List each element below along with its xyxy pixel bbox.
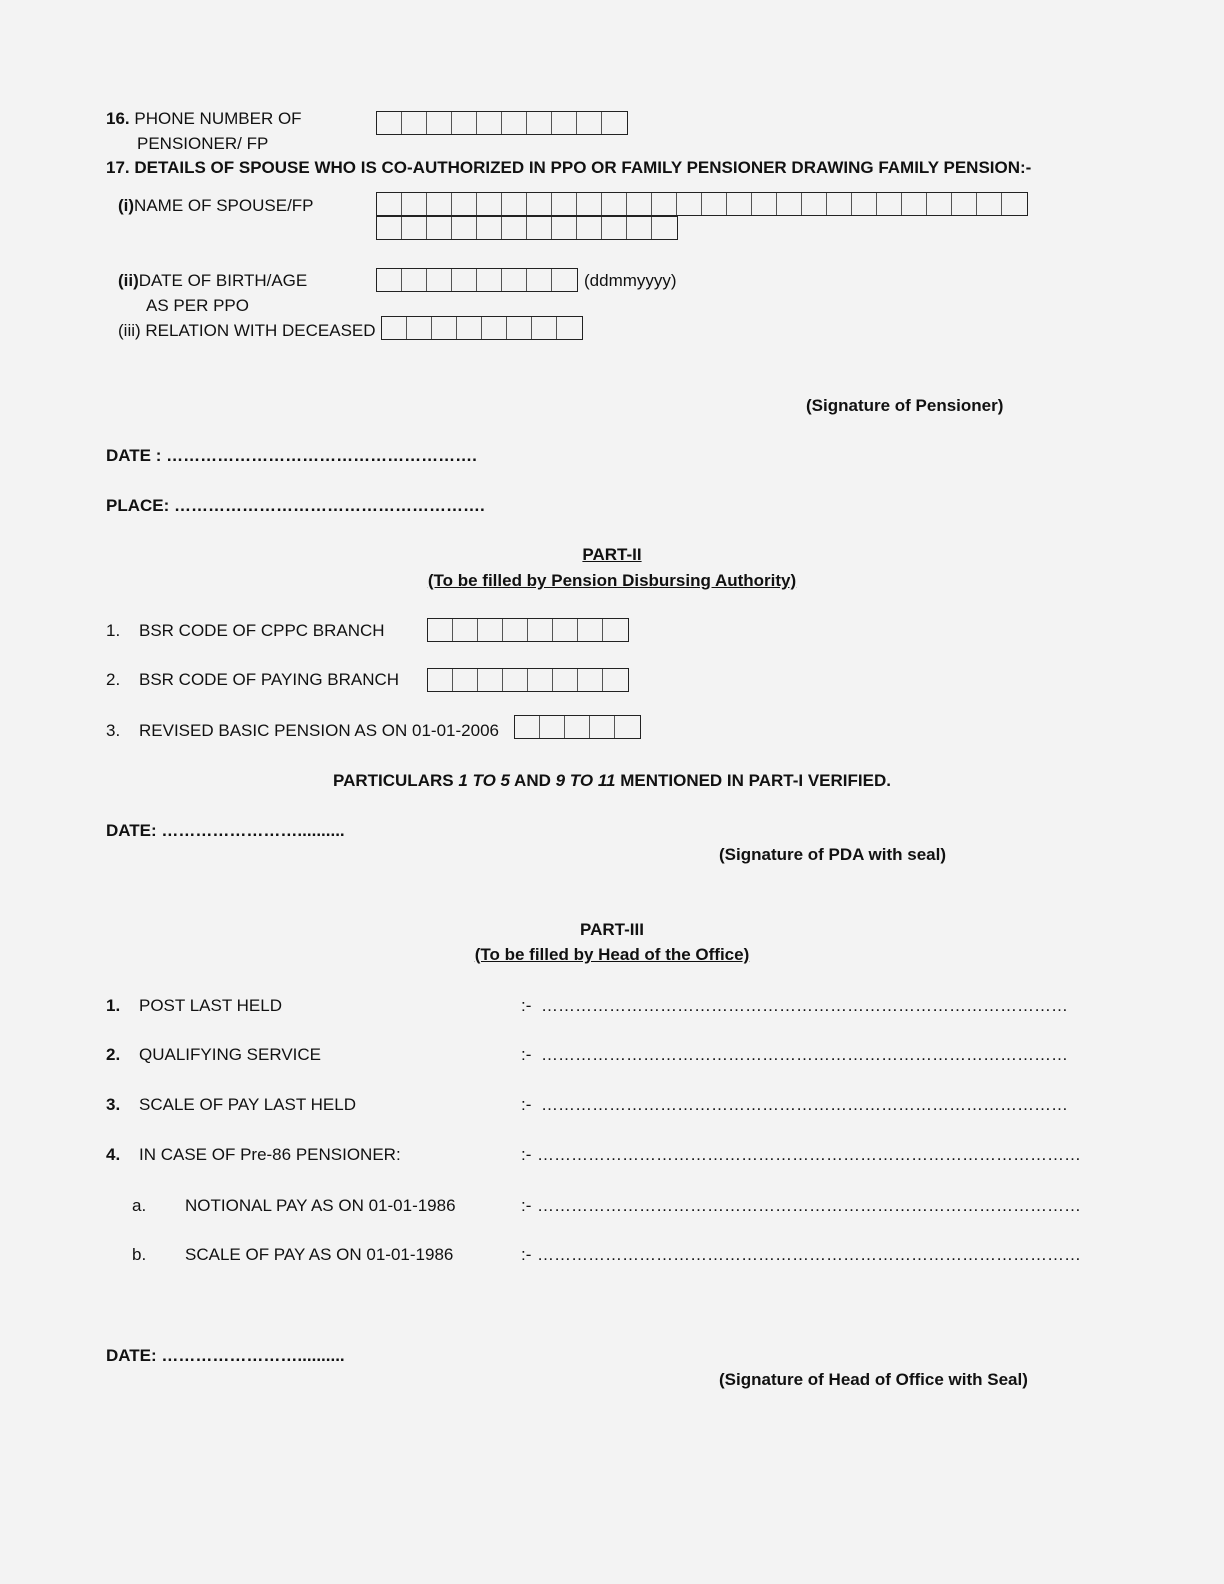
char-box[interactable]	[727, 193, 752, 215]
char-box[interactable]	[702, 193, 727, 215]
pensioner-signature: (Signature of Pensioner)	[806, 396, 1004, 415]
char-box[interactable]	[578, 669, 603, 691]
char-box[interactable]	[503, 619, 528, 641]
q16-label	[106, 109, 302, 129]
part3-item-2-sep: :-	[521, 1045, 532, 1064]
part2-title: PART-II	[582, 545, 642, 564]
part3-item-4-number: 4.	[106, 1145, 121, 1164]
char-box[interactable]	[503, 669, 528, 691]
part1-date-line	[106, 446, 477, 466]
char-box[interactable]	[377, 112, 402, 134]
part1-date-dots[interactable]: ……………………………………………….	[166, 446, 477, 465]
char-box[interactable]	[877, 193, 902, 215]
scale-1986-field[interactable]: ……………………………………………………………………………………	[537, 1245, 1081, 1264]
part2-date-line	[106, 821, 345, 841]
char-box[interactable]	[402, 193, 427, 215]
char-box[interactable]	[552, 269, 577, 291]
char-box[interactable]	[540, 716, 565, 738]
spouse-name-boxes-row2[interactable]	[376, 216, 678, 240]
part3-item-3-number: 3.	[106, 1095, 121, 1114]
qualifying-service-field[interactable]: …………………………………………………………………………………	[541, 1045, 1068, 1064]
char-box[interactable]	[677, 193, 702, 215]
verified-text-2: AND	[509, 771, 556, 790]
part3-date-dots[interactable]: ……………………..........	[161, 1346, 345, 1365]
part3-item-4-sep: :-	[521, 1145, 532, 1164]
q16-label-line1: PHONE NUMBER OF	[134, 109, 302, 128]
char-box[interactable]	[502, 193, 527, 215]
char-box[interactable]	[652, 217, 677, 239]
char-box[interactable]	[477, 217, 502, 239]
char-box[interactable]	[602, 217, 627, 239]
char-box[interactable]	[477, 269, 502, 291]
char-box[interactable]	[377, 217, 402, 239]
char-box[interactable]	[502, 269, 527, 291]
char-box[interactable]	[402, 269, 427, 291]
q17-iii-label: (iii) RELATION WITH DECEASED	[118, 321, 376, 340]
char-box[interactable]	[452, 193, 477, 215]
scale-of-pay-field[interactable]: …………………………………………………………………………………	[541, 1095, 1068, 1114]
part1-place-line	[106, 496, 485, 516]
head-of-office-signature: (Signature of Head of Office with Seal)	[719, 1370, 1028, 1389]
char-box[interactable]	[553, 669, 578, 691]
part3-item-4b-number: b.	[132, 1245, 147, 1264]
char-box[interactable]	[402, 112, 427, 134]
char-box[interactable]	[752, 193, 777, 215]
char-box[interactable]	[627, 217, 652, 239]
char-box[interactable]	[577, 112, 602, 134]
verified-text-1: PARTICULARS	[333, 771, 459, 790]
bsr-paying-boxes[interactable]	[427, 668, 629, 692]
char-box[interactable]	[827, 193, 852, 215]
part2-item-3-label: REVISED BASIC PENSION AS ON 01-01-2006	[139, 721, 499, 740]
char-box[interactable]	[377, 269, 402, 291]
char-box[interactable]	[377, 193, 402, 215]
char-box[interactable]	[578, 619, 603, 641]
part3-item-1-label: POST LAST HELD	[139, 996, 282, 1015]
q17-i-text: NAME OF SPOUSE/FP	[134, 196, 314, 215]
q17-ii-label	[118, 271, 307, 291]
char-box[interactable]	[427, 193, 452, 215]
char-box[interactable]	[590, 716, 615, 738]
char-box[interactable]	[602, 112, 627, 134]
char-box[interactable]	[577, 217, 602, 239]
char-box[interactable]	[952, 193, 977, 215]
char-box[interactable]	[502, 217, 527, 239]
pda-signature: (Signature of PDA with seal)	[719, 845, 947, 864]
char-box[interactable]	[528, 669, 553, 691]
char-box[interactable]	[565, 716, 590, 738]
char-box[interactable]	[577, 193, 602, 215]
char-box[interactable]	[453, 619, 478, 641]
part3-title: PART-III	[580, 920, 644, 939]
char-box[interactable]	[427, 269, 452, 291]
part2-verified-statement	[0, 771, 1224, 791]
char-box[interactable]	[477, 112, 502, 134]
q17-ii-number: (ii)	[118, 271, 139, 290]
char-box[interactable]	[927, 193, 952, 215]
q16-label-line2: PENSIONER/ FP	[137, 134, 269, 153]
part1-place-label: PLACE:	[106, 496, 170, 515]
char-box[interactable]	[457, 317, 482, 339]
char-box[interactable]	[615, 716, 640, 738]
part2-item-1-number: 1.	[106, 621, 121, 640]
char-box[interactable]	[902, 193, 927, 215]
part2-subtitle: (To be filled by Pension Disbursing Authority)	[427, 571, 797, 590]
char-box[interactable]	[603, 669, 628, 691]
char-box[interactable]	[553, 619, 578, 641]
char-box[interactable]	[452, 269, 477, 291]
part3-item-2-number: 2.	[106, 1045, 121, 1064]
part3-item-4a-sep: :-	[521, 1196, 532, 1215]
part3-item-3-sep: :-	[521, 1095, 532, 1114]
char-box[interactable]	[478, 669, 503, 691]
relation-boxes[interactable]	[381, 316, 583, 340]
verified-text-3: MENTIONED IN PART-I VERIFIED.	[615, 771, 891, 790]
part2-item-3-number: 3.	[106, 721, 121, 740]
char-box[interactable]	[527, 193, 552, 215]
verified-range-1: 1 TO 5	[458, 771, 510, 790]
char-box[interactable]	[777, 193, 802, 215]
char-box[interactable]	[427, 112, 452, 134]
part1-date-label: DATE :	[106, 446, 162, 465]
char-box[interactable]	[1002, 193, 1027, 215]
part2-date-dots[interactable]: ……………………..........	[161, 821, 345, 840]
char-box[interactable]	[477, 193, 502, 215]
part2-item-2-number: 2.	[106, 670, 121, 689]
part2-item-2-label: BSR CODE OF PAYING BRANCH	[139, 670, 400, 689]
char-box[interactable]	[802, 193, 827, 215]
revised-pension-boxes[interactable]	[514, 715, 641, 739]
part3-item-4b-label: SCALE OF PAY AS ON 01-01-1986	[185, 1245, 454, 1264]
pre86-field[interactable]: ……………………………………………………………………………………	[537, 1145, 1081, 1164]
char-box[interactable]	[527, 269, 552, 291]
char-box[interactable]	[527, 112, 552, 134]
notional-pay-field[interactable]: ……………………………………………………………………………………	[537, 1196, 1081, 1215]
char-box[interactable]	[478, 619, 503, 641]
char-box[interactable]	[552, 112, 577, 134]
part3-item-1-number: 1.	[106, 996, 121, 1015]
char-box[interactable]	[515, 716, 540, 738]
part3-item-2-label: QUALIFYING SERVICE	[139, 1045, 322, 1064]
part2-date-label: DATE:	[106, 821, 157, 840]
dob-format-hint: (ddmmyyyy)	[584, 271, 677, 290]
char-box[interactable]	[452, 112, 477, 134]
q16-number: 16.	[106, 109, 130, 128]
char-box[interactable]	[528, 619, 553, 641]
char-box[interactable]	[557, 317, 582, 339]
q17-i-number: (i)	[118, 196, 135, 215]
dob-boxes[interactable]	[376, 268, 578, 292]
part3-item-4b-sep: :-	[521, 1245, 532, 1264]
char-box[interactable]	[627, 193, 652, 215]
phone-number-boxes[interactable]	[376, 111, 628, 135]
part3-subtitle: (To be filled by Head of the Office)	[474, 945, 750, 964]
char-box[interactable]	[507, 317, 532, 339]
char-box[interactable]	[603, 619, 628, 641]
verified-range-2: 9 TO 11	[555, 771, 616, 790]
char-box[interactable]	[527, 217, 552, 239]
char-box[interactable]	[602, 193, 627, 215]
char-box[interactable]	[428, 669, 453, 691]
q17-ii-label-line2: AS PER PPO	[146, 296, 249, 315]
char-box[interactable]	[532, 317, 557, 339]
char-box[interactable]	[402, 217, 427, 239]
char-box[interactable]	[407, 317, 432, 339]
char-box[interactable]	[652, 193, 677, 215]
char-box[interactable]	[382, 317, 407, 339]
char-box[interactable]	[427, 217, 452, 239]
q17-i-label	[118, 196, 314, 216]
char-box[interactable]	[977, 193, 1002, 215]
part3-date-label: DATE:	[106, 1346, 157, 1365]
q17-heading: 17. DETAILS OF SPOUSE WHO IS CO-AUTHORIZED IN PPO OR FAMILY PENSIONER DRAWING FAMILY PENSION:-	[106, 158, 1032, 177]
char-box[interactable]	[482, 317, 507, 339]
spouse-name-boxes-row1[interactable]	[376, 192, 1028, 216]
part3-item-1-sep: :-	[521, 996, 532, 1015]
q17-ii-text: DATE OF BIRTH/AGE	[138, 271, 308, 290]
char-box[interactable]	[552, 217, 577, 239]
part3-item-4a-number: a.	[132, 1196, 147, 1215]
char-box[interactable]	[502, 112, 527, 134]
char-box[interactable]	[428, 619, 453, 641]
bsr-cppc-boxes[interactable]	[427, 618, 629, 642]
part3-item-4-label: IN CASE OF Pre-86 PENSIONER:	[139, 1145, 401, 1164]
part3-item-4a-label: NOTIONAL PAY AS ON 01-01-1986	[185, 1196, 456, 1215]
char-box[interactable]	[452, 217, 477, 239]
char-box[interactable]	[552, 193, 577, 215]
part3-item-3-label: SCALE OF PAY LAST HELD	[139, 1095, 356, 1114]
post-last-held-field[interactable]: …………………………………………………………………………………	[541, 996, 1068, 1015]
part3-date-line	[106, 1346, 345, 1366]
char-box[interactable]	[453, 669, 478, 691]
part1-place-dots[interactable]: ……………………………………………….	[174, 496, 485, 515]
char-box[interactable]	[432, 317, 457, 339]
part2-item-1-label: BSR CODE OF CPPC BRANCH	[139, 621, 385, 640]
char-box[interactable]	[852, 193, 877, 215]
